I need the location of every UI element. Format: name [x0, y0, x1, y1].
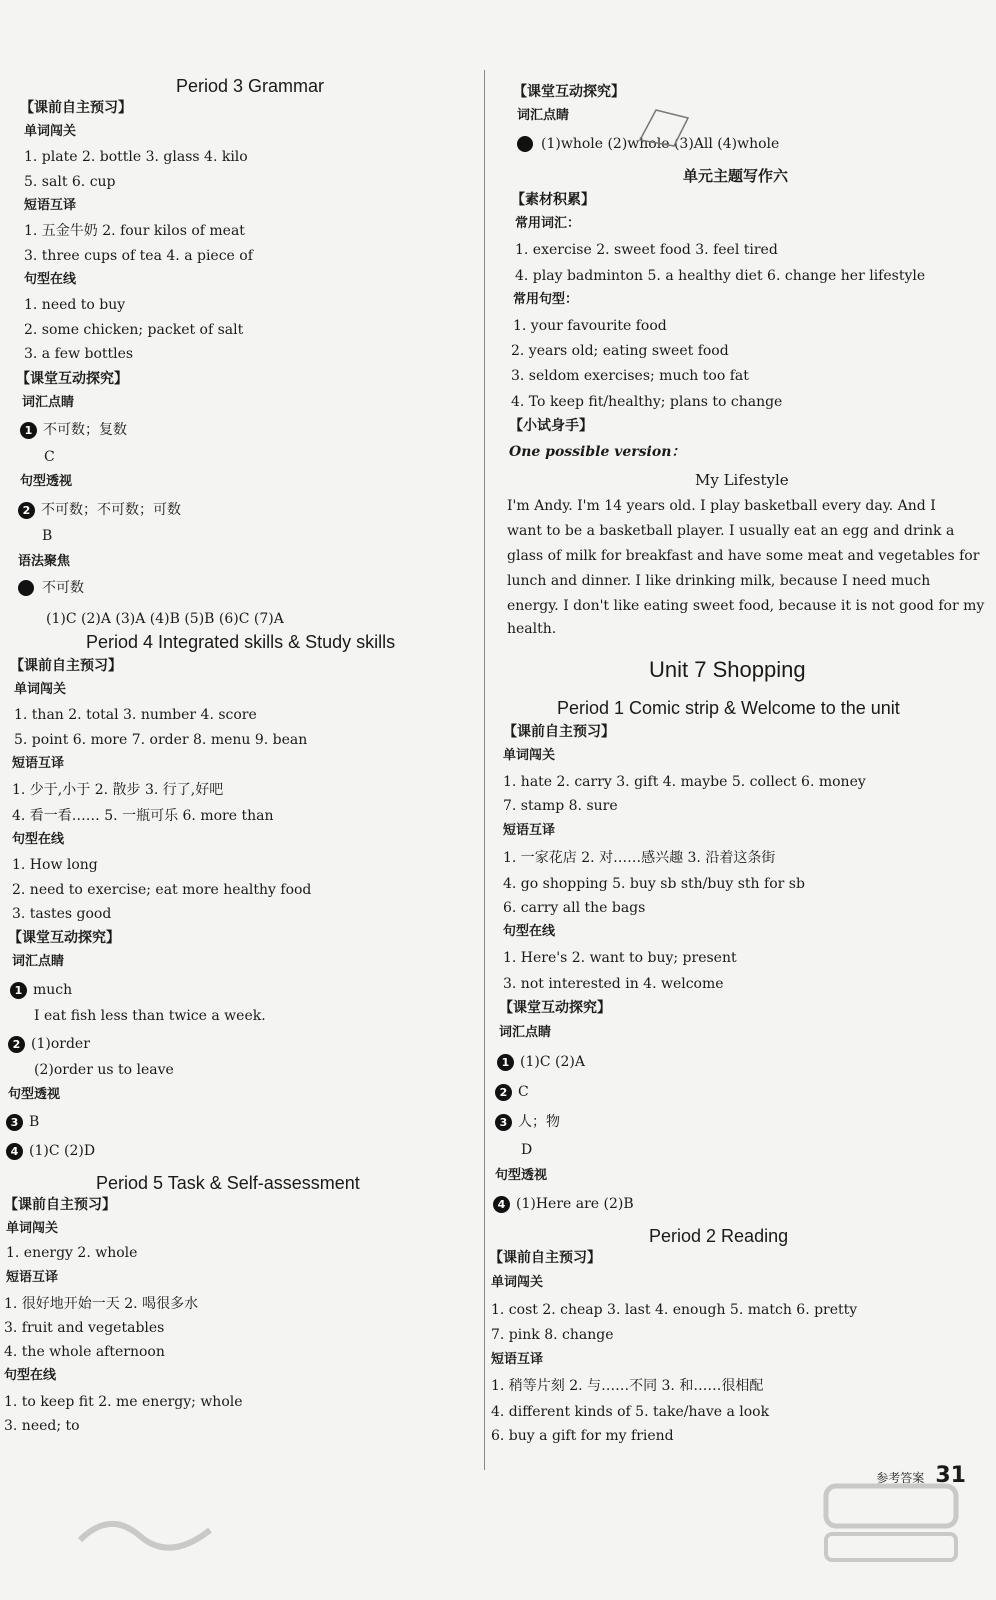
answer-line: 5. salt 6. cup [24, 174, 116, 190]
answer-line: 4. To keep fit/healthy; plans to change [511, 394, 783, 410]
subsection-heading: 词汇点睛 [499, 1025, 552, 1040]
section-heading: 【课堂互动探究】 [8, 930, 120, 946]
answer-line: 3. fruit and vegetables [4, 1320, 165, 1336]
answer-line: 2. years old; eating sweet food [511, 343, 729, 359]
section-heading: 【课堂互动探究】 [513, 84, 625, 100]
period-1-title: Period 1 Comic strip & Welcome to the unit [557, 698, 900, 718]
answer-line: 4. 看一看…… 5. 一瓶可乐 6. more than [12, 808, 274, 824]
answer-line: 3. three cups of tea 4. a piece of [24, 248, 253, 264]
answer-line [10, 980, 72, 1000]
subsection-heading: 单词闯关 [14, 682, 67, 697]
answer-line: 4. the whole afternoon [4, 1344, 165, 1360]
section-heading: 【课前自主预习】 [503, 724, 615, 740]
subsection-heading: 短语互译 [12, 756, 65, 771]
answer-line [20, 420, 127, 440]
number-badge: 1 [10, 982, 27, 999]
answer-line: 3. tastes good [12, 906, 112, 922]
answer-line: 1. 少于,小于 2. 散步 3. 行了,好吧 [12, 782, 224, 798]
answer-text: 不可数；不可数；可数 [41, 502, 181, 518]
answer-text: much [33, 982, 73, 998]
section-heading: 【小试身手】 [509, 418, 593, 434]
subsection-heading: 词汇点睛 [22, 395, 75, 410]
subsection-heading: 短语互译 [503, 823, 556, 838]
answer-line: B [42, 528, 53, 544]
essay-line: lunch and dinner. I like drinking milk, because I need much [507, 573, 931, 589]
number-badge: 2 [18, 502, 35, 519]
answer-line: 3. seldom exercises; much too fat [511, 368, 749, 384]
subsection-heading: 句型在线 [4, 1368, 57, 1383]
answer-line: (2)order us to leave [34, 1062, 174, 1078]
subsection-heading: 句型透视 [495, 1168, 548, 1183]
answer-line [495, 1082, 529, 1102]
answer-line [8, 1034, 90, 1054]
answer-line: 2. some chicken; packet of salt [24, 322, 244, 338]
subsection-heading: 句型在线 [24, 272, 77, 287]
section-heading: 【课堂互动探究】 [16, 371, 128, 387]
subsection-heading: 常用词汇： [515, 216, 581, 231]
answer-text: (1)order [31, 1036, 90, 1052]
period-3-title: Period 3 Grammar [176, 76, 325, 96]
section-heading: 【课前自主预习】 [10, 658, 122, 674]
section-heading: 【课前自主预习】 [4, 1197, 116, 1213]
answer-text: (1)Here are (2)B [516, 1196, 634, 1212]
section-heading: 【素材积累】 [511, 192, 595, 208]
answer-line: 7. pink 8. change [491, 1327, 614, 1343]
essay-line: health. [507, 621, 557, 637]
subsection-heading: 短语互译 [6, 1270, 59, 1285]
essay-line: energy. I don't like eating sweet food, because it is not good for my [507, 598, 985, 614]
number-badge: 2 [495, 1084, 512, 1101]
column-divider [484, 70, 485, 1470]
essay-line: I'm Andy. I'm 14 years old. I play basketball every day. And I [507, 498, 936, 514]
subsection-heading: 单词闯关 [6, 1221, 59, 1236]
subsection-heading: 词汇点睛 [12, 954, 65, 969]
unit-title: Unit 7 Shopping [649, 657, 806, 682]
answer-line: D [521, 1142, 533, 1158]
answer-text: B [29, 1114, 40, 1130]
period-5-title: Period 5 Task & Self-assessment [96, 1173, 360, 1193]
answer-line: 3. not interested in 4. welcome [503, 976, 724, 992]
answer-line [493, 1194, 634, 1214]
answer-line: 4. go shopping 5. buy sb sth/buy sth for sb [503, 876, 805, 892]
answer-line: 3. need; to [4, 1418, 80, 1434]
answer-line: 6. carry all the bags [503, 900, 646, 916]
answer-line: 4. play badminton 5. a healthy diet 6. change her lifestyle [515, 268, 926, 284]
number-badge: 4 [493, 1196, 510, 1213]
answer-line [18, 578, 84, 598]
bullet-icon [18, 580, 34, 596]
answer-line [18, 500, 181, 520]
unit-writing-title: 单元主题写作六 [683, 167, 789, 185]
answer-line: 1. How long [12, 857, 98, 873]
essay-line: glass of milk for breakfast and have some meat and vegetables for [507, 548, 980, 564]
answer-line: 1. 很好地开始一天 2. 喝很多水 [4, 1296, 199, 1312]
answer-text: (1)C (2)D [29, 1143, 96, 1159]
section-heading: 【课前自主预习】 [489, 1250, 601, 1266]
number-badge: 1 [20, 422, 37, 439]
answer-line: 3. a few bottles [24, 346, 134, 362]
footer-label: 参考答案 [876, 1471, 925, 1485]
answer-line: (1)C (2)A (3)A (4)B (5)B (6)C (7)A [46, 611, 284, 627]
number-badge: 3 [495, 1114, 512, 1131]
period-4-title: Period 4 Integrated skills & Study skills [86, 632, 396, 652]
subsection-heading: 常用句型： [513, 292, 579, 307]
answer-line [6, 1112, 39, 1132]
answer-text: 不可数 [42, 580, 84, 596]
answer-line: 1. need to buy [24, 297, 126, 313]
number-badge: 1 [497, 1054, 514, 1071]
answer-line: 1. 稍等片刻 2. 与……不同 3. 和……很相配 [491, 1378, 764, 1394]
subsection-heading: 短语互译 [491, 1352, 544, 1367]
subsection-heading: 短语互译 [24, 198, 77, 213]
period-2-title: Period 2 Reading [649, 1226, 789, 1246]
answer-text: (1)whole (2)whole (3)All (4)whole [541, 136, 780, 152]
subsection-heading: 单词闯关 [24, 124, 77, 139]
subsection-heading: 句型透视 [8, 1087, 61, 1102]
section-heading: 【课堂互动探究】 [499, 1000, 611, 1016]
answer-line: 1. than 2. total 3. number 4. score [14, 707, 257, 723]
watermark-stamp-icon [70, 1500, 220, 1560]
answer-line: 5. point 6. more 7. order 8. menu 9. bean [14, 732, 308, 748]
bullet-icon [517, 136, 533, 152]
answer-line: 1. 一家花店 2. 对……感兴趣 3. 沿着这条街 [503, 850, 776, 866]
answer-text: (1)C (2)A [520, 1054, 585, 1070]
page-number: 31 [935, 1463, 966, 1488]
answer-line [495, 1112, 560, 1132]
answer-text: 人；物 [518, 1114, 560, 1130]
answer-line: 6. buy a gift for my friend [491, 1428, 674, 1444]
section-heading: 【课前自主预习】 [20, 100, 132, 116]
answer-line: C [44, 449, 55, 465]
watermark-logo-icon [820, 1468, 970, 1568]
answer-line: 1. 五金牛奶 2. four kilos of meat [24, 223, 245, 239]
answer-text: C [518, 1084, 529, 1100]
essay-line: want to be a basketball player. I usually eat an egg and drink a [507, 523, 955, 539]
subsection-heading: 句型透视 [20, 474, 73, 489]
answer-line [497, 1052, 585, 1072]
stamp-mark-icon [634, 104, 694, 150]
answer-line: 1. exercise 2. sweet food 3. feel tired [515, 242, 778, 258]
subsection-heading: 单词闯关 [503, 748, 556, 763]
number-badge: 4 [6, 1143, 23, 1160]
answer-line: 1. plate 2. bottle 3. glass 4. kilo [24, 149, 248, 165]
subsection-heading: 词汇点睛 [517, 108, 570, 123]
answer-line [6, 1141, 95, 1161]
answer-line: 1. your favourite food [513, 318, 667, 334]
subsection-heading: 语法聚焦 [18, 554, 71, 569]
number-badge: 3 [6, 1114, 23, 1131]
subsection-heading: 句型在线 [503, 924, 556, 939]
subsection-heading: 单词闯关 [491, 1275, 544, 1290]
answer-line: 2. need to exercise; eat more healthy food [12, 882, 312, 898]
essay-title: My Lifestyle [695, 471, 789, 489]
answer-line: 7. stamp 8. sure [503, 798, 618, 814]
answer-line: 1. hate 2. carry 3. gift 4. maybe 5. collect 6. money [503, 774, 866, 790]
number-badge: 2 [8, 1036, 25, 1053]
essay-note: One possible version： [509, 444, 686, 460]
subsection-heading: 句型在线 [12, 832, 65, 847]
answer-line: I eat fish less than twice a week. [34, 1008, 266, 1024]
answer-line: 1. cost 2. cheap 3. last 4. enough 5. match 6. pretty [491, 1302, 858, 1318]
answer-line: 1. to keep fit 2. me energy; whole [4, 1394, 243, 1410]
answer-line: 1. energy 2. whole [6, 1245, 138, 1261]
answer-line: 4. different kinds of 5. take/have a look [491, 1404, 770, 1420]
answer-text: 不可数；复数 [43, 422, 127, 438]
answer-line: 1. Here's 2. want to buy; present [503, 950, 737, 966]
